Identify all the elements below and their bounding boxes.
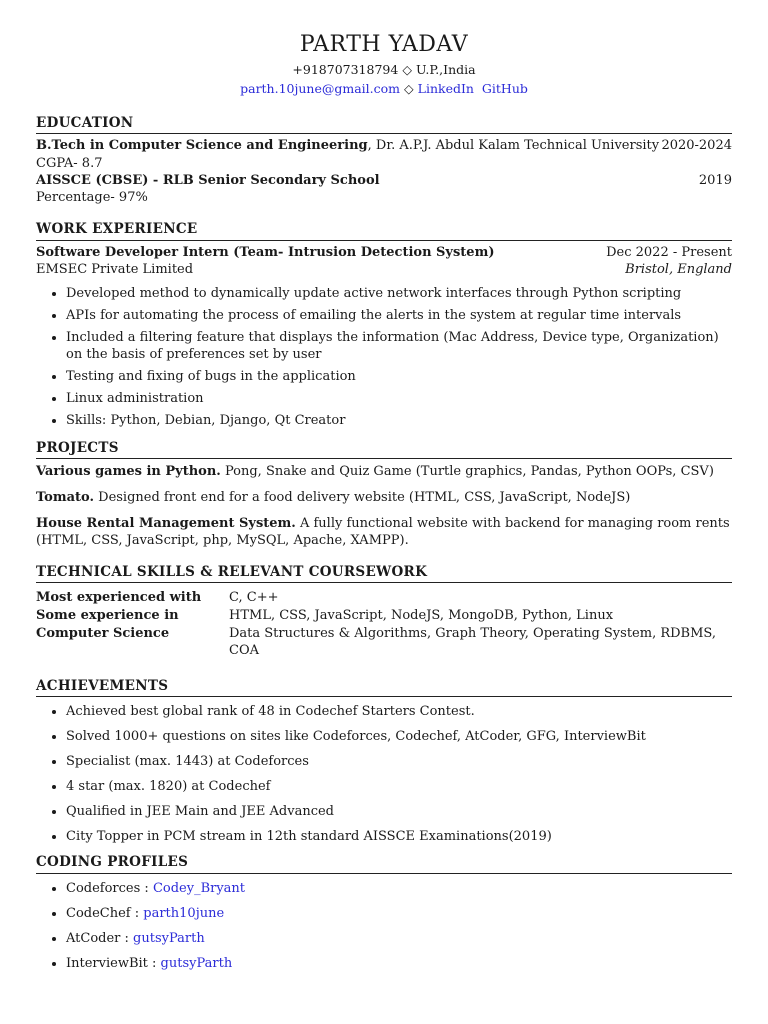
list-item: • Testing and fixing of bugs in the application — [66, 368, 732, 385]
list-item: • Skills: Python, Debian, Django, Qt Creator — [66, 412, 732, 429]
phone-number: +918707318794 — [292, 62, 399, 77]
contact-line-1 — [36, 60, 732, 79]
atcoder-link[interactable]: gutsyParth — [133, 930, 205, 946]
section-title-achievements: ACHIEVEMENTS — [36, 677, 732, 697]
education-date: 2019 — [698, 172, 732, 188]
separator-icon: ◇ — [402, 62, 412, 77]
site-label: Codeforces : — [66, 880, 153, 896]
project-item — [36, 515, 732, 549]
skill-label: Most experienced with — [36, 590, 202, 606]
job-location: Bristol, England — [625, 262, 732, 278]
location: U.P.,India — [415, 62, 476, 77]
project-desc: Pong, Snake and Quiz Game (Turtle graphics, Pandas, Python OOPs, CSV) — [220, 463, 714, 479]
projects-section — [36, 439, 732, 549]
work-bullets — [36, 285, 732, 429]
skill-label: Some experience in — [36, 608, 179, 624]
list-item — [66, 880, 732, 897]
skill-value: C, C++ — [229, 590, 279, 606]
interviewbit-link[interactable]: gutsyParth — [160, 955, 233, 971]
project-name: Various games in Python. — [36, 463, 221, 479]
degree: AISSCE (CBSE) - RLB Senior Secondary School — [36, 172, 380, 188]
education-date: 2020-2024 — [661, 138, 732, 154]
separator-icon: ◇ — [404, 81, 414, 96]
skills-section — [36, 563, 732, 659]
project-item — [36, 463, 732, 480]
list-item — [66, 955, 732, 972]
job-role: Software Developer Intern (Team- Intrusion Detection System) — [36, 244, 495, 260]
education-row — [36, 172, 732, 190]
education-section — [36, 114, 732, 206]
section-title-education: EDUCATION — [36, 114, 732, 134]
list-item: • Linux administration — [66, 390, 732, 407]
email-link[interactable]: parth.10june@gmail.com — [240, 81, 401, 96]
list-item: • City Topper in PCM stream in 12th standard AISSCE Examinations(2019) — [66, 828, 732, 845]
work-header-row — [36, 244, 732, 262]
education-detail: CGPA- 8.7 — [36, 155, 103, 171]
site-label: AtCoder : — [66, 930, 134, 946]
list-item: • Included a filtering feature that displays the information (Mac Address, Device type, Organization) on the basis of preferences set by user — [66, 329, 732, 363]
skill-value: Data Structures & Algorithms, Graph Theory, Operating System, RDBMS, COA — [229, 626, 716, 659]
company: EMSEC Private Limited — [36, 262, 194, 278]
project-desc: A fully functional website with backend for managing room rents (HTML, CSS, JavaScript, php, MySQL, Apache, XAMPP). — [36, 515, 730, 548]
coding-bullets — [36, 880, 732, 972]
achievement-bullets — [36, 703, 732, 845]
site-label: CodeChef : — [66, 905, 144, 921]
skill-label: Computer Science — [36, 626, 170, 642]
project-name: Tomato. — [36, 489, 95, 505]
section-title-work: WORK EXPERIENCE — [36, 220, 732, 240]
work-section — [36, 220, 732, 428]
list-item: • Specialist (max. 1443) at Codeforces — [66, 753, 732, 770]
section-title-projects: PROJECTS — [36, 439, 732, 459]
achievements-section — [36, 677, 732, 845]
project-item — [36, 489, 732, 506]
job-date: Dec 2022 - Present — [606, 244, 732, 260]
candidate-name: PARTH YADAV — [299, 32, 469, 57]
skills-table — [36, 589, 732, 659]
skill-value: HTML, CSS, JavaScript, NodeJS, MongoDB, Python, Linux — [229, 608, 614, 624]
institution: , Dr. A.P.J. Abdul Kalam Technical University — [367, 138, 660, 154]
list-item — [66, 905, 732, 922]
list-item: • Solved 1000+ questions on sites like Codeforces, Codechef, AtCoder, GFG, InterviewBit — [66, 728, 732, 745]
education-row — [36, 137, 732, 155]
list-item — [66, 930, 732, 947]
section-title-skills: TECHNICAL SKILLS & RELEVANT COURSEWORK — [36, 563, 732, 583]
degree: B.Tech in Computer Science and Engineering — [36, 138, 368, 154]
codechef-link[interactable]: parth10june — [143, 905, 225, 921]
list-item: • Qualified in JEE Main and JEE Advanced — [66, 803, 732, 820]
education-detail: Percentage- 97% — [36, 190, 148, 206]
list-item: • APIs for automating the process of emailing the alerts in the system at regular time intervals — [66, 307, 732, 324]
list-item: • Developed method to dynamically update active network interfaces through Python scripting — [66, 285, 732, 302]
list-item: • Achieved best global rank of 48 in Codechef Starters Contest. — [66, 703, 732, 720]
site-label: InterviewBit : — [66, 955, 161, 971]
work-company-row — [36, 261, 732, 279]
linkedin-link[interactable]: LinkedIn — [417, 81, 474, 96]
github-link[interactable]: GitHub — [481, 81, 528, 96]
project-desc: Designed front end for a food delivery website (HTML, CSS, JavaScript, NodeJS) — [94, 489, 631, 505]
section-title-coding: CODING PROFILES — [36, 853, 732, 873]
resume-page — [36, 30, 732, 980]
list-item: • 4 star (max. 1820) at Codechef — [66, 778, 732, 795]
coding-section — [36, 853, 732, 971]
contact-line-2 — [36, 79, 732, 98]
project-name: House Rental Management System. — [36, 515, 296, 531]
codeforces-link[interactable]: Codey_Bryant — [152, 880, 246, 896]
